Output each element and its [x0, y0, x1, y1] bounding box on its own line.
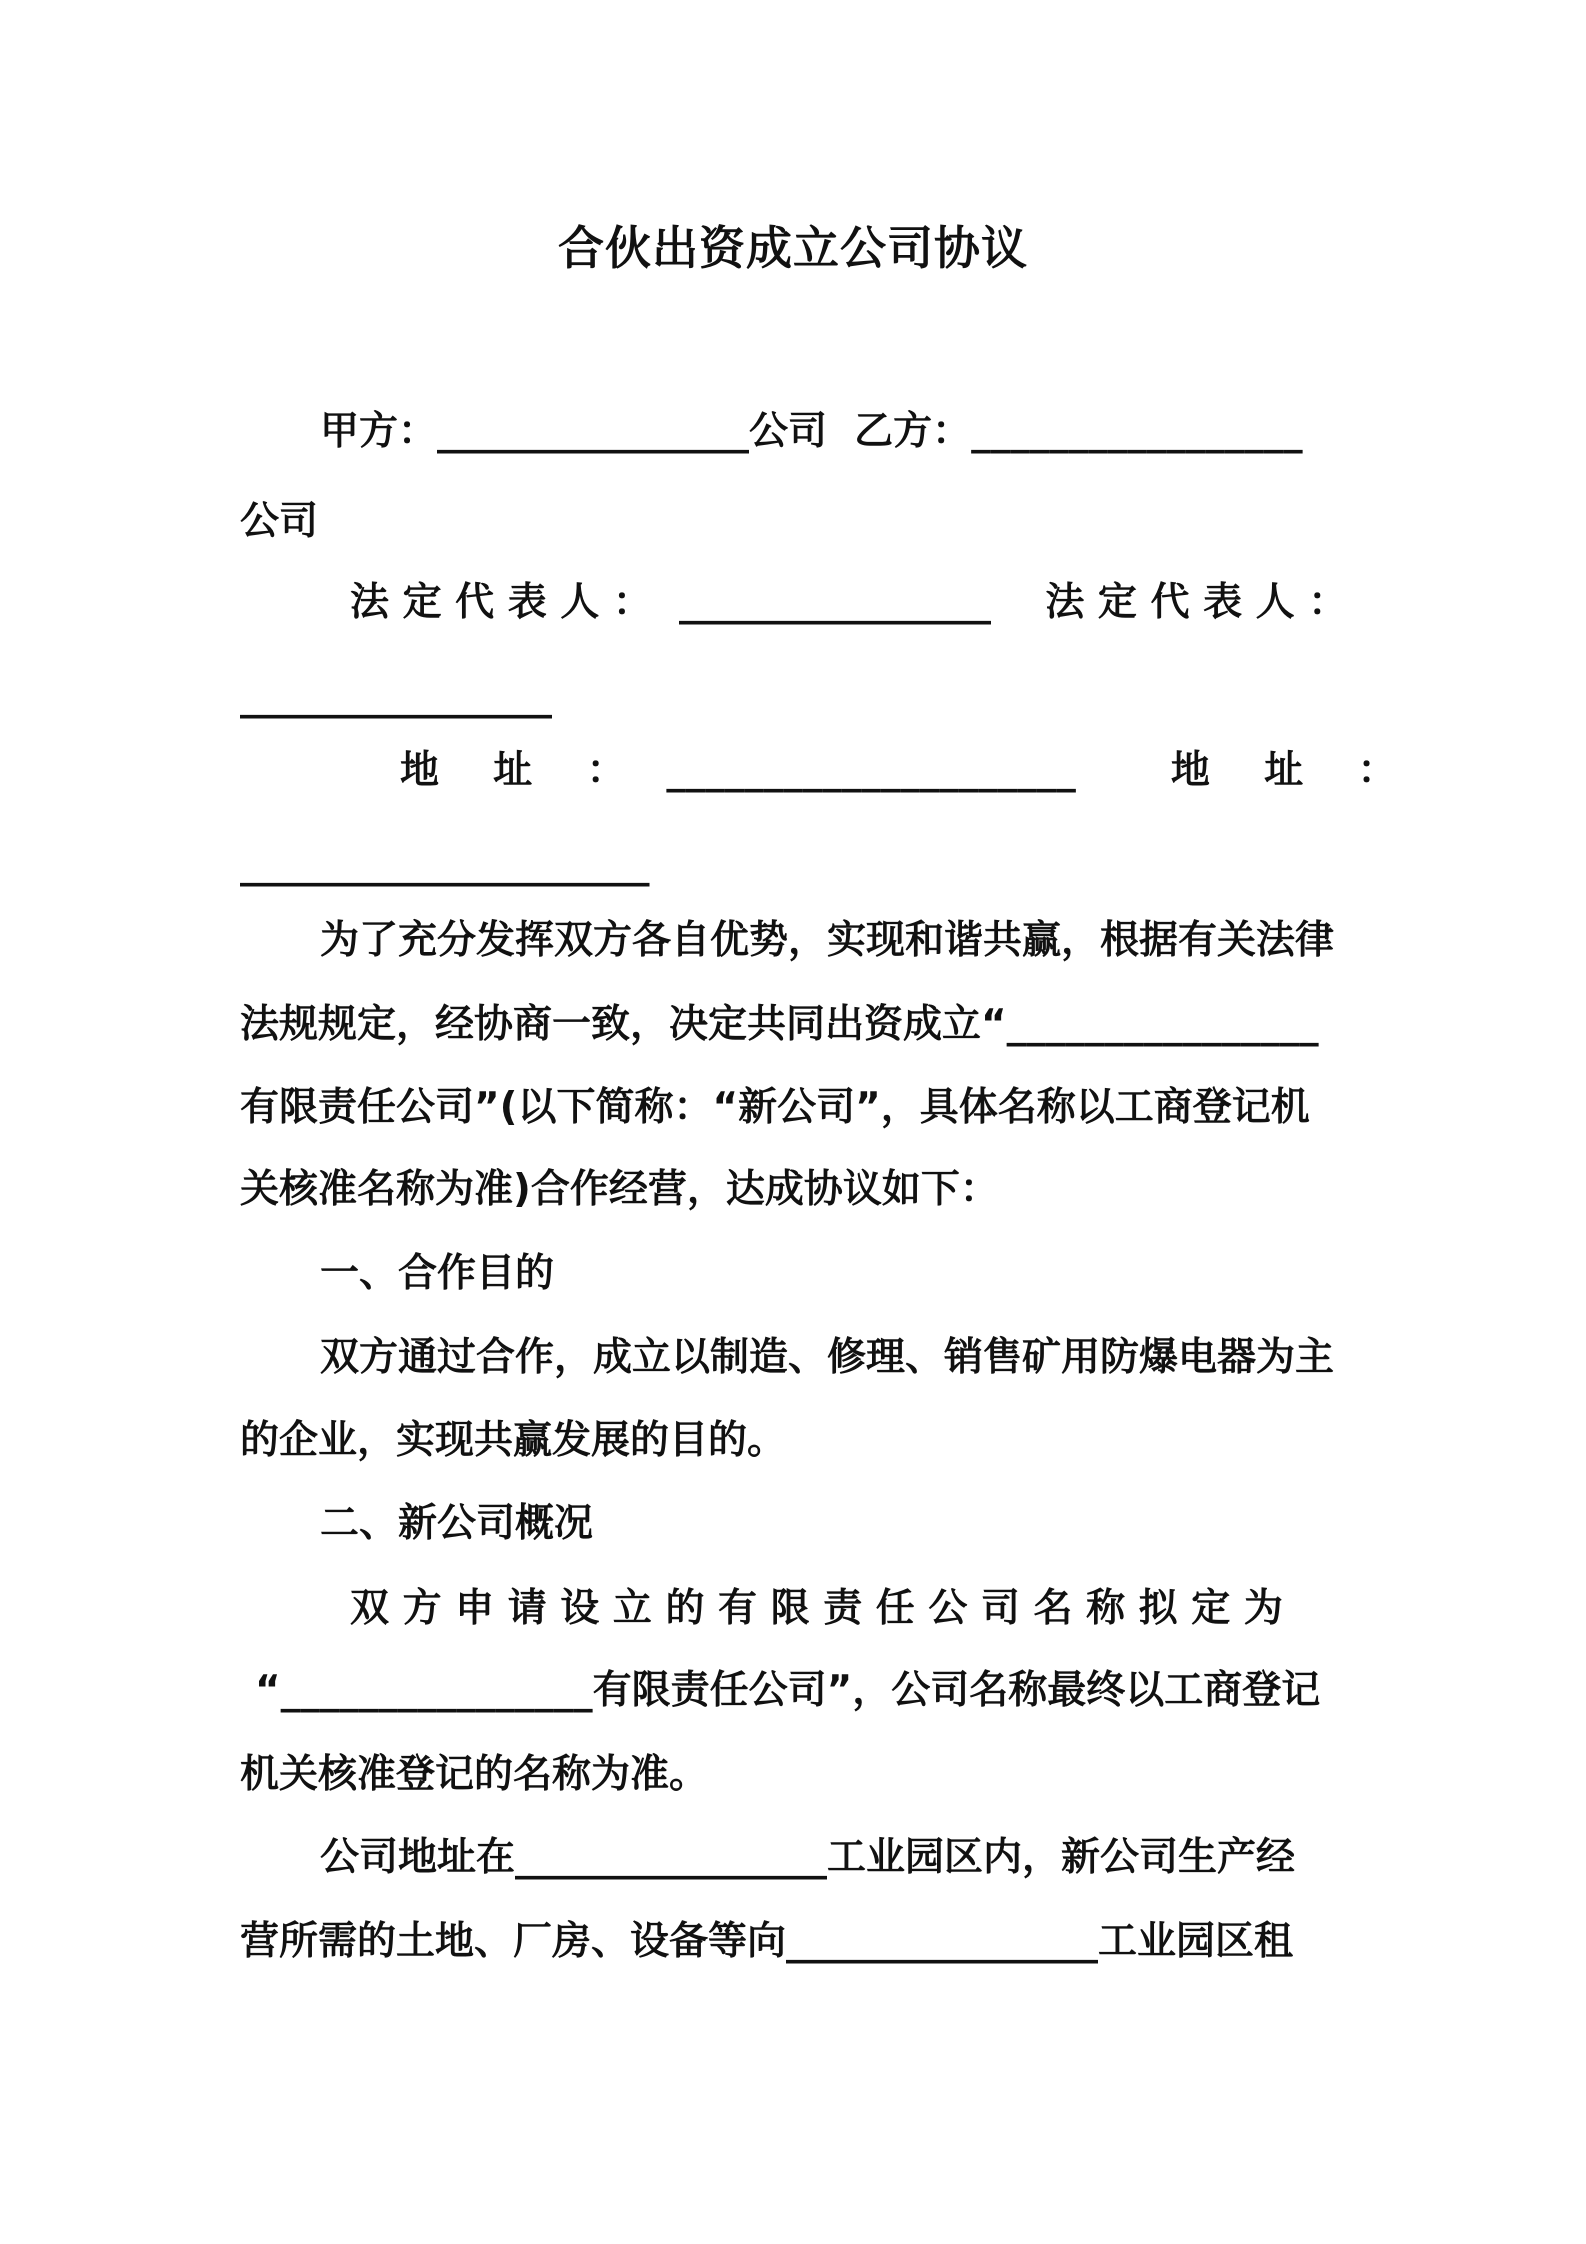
paragraph-intro-4: 关核准名称为准)合作经营，达成协议如下：	[240, 1167, 999, 1212]
paragraph-intro-2: 法规规定，经协商一致，决定共同出资成立“________________	[240, 1002, 1319, 1047]
document-title: 合伙出资成立公司协议	[558, 221, 1028, 275]
section-1-line-1: 双方通过合作，成立以制造、修理、销售矿用防爆电器为主	[320, 1335, 1335, 1380]
legal-representative-line: 法 定 代 表 人 ： ________________ 法 定 代 表 人 ：	[350, 580, 1348, 625]
address-line: 地 址 ： _____________________ 地 址 ：	[400, 748, 1397, 793]
section-2-address-line-2: 营所需的土地、厂房、设备等向________________工业园区租	[240, 1919, 1294, 1964]
section-1-line-2: 的企业，实现共赢发展的目的。	[240, 1418, 787, 1463]
party-company-suffix: 公司	[240, 499, 319, 544]
party-names-line: 甲方：________________公司 乙方：_________________	[320, 409, 1303, 454]
section-2-line-3: 机关核准登记的名称为准。	[240, 1752, 709, 1797]
section-2-line-2: “________________有限责任公司”，公司名称最终以工商登记	[255, 1668, 1321, 1713]
section-heading-1: 一、合作目的	[320, 1251, 555, 1296]
paragraph-intro-1: 为了充分发挥双方各自优势，实现和谐共赢，根据有关法律	[320, 918, 1335, 963]
section-heading-2: 二、新公司概况	[320, 1501, 594, 1546]
address-blank: _____________________	[240, 842, 650, 887]
paragraph-intro-3: 有限责任公司”(以下简称：“新公司”，具体名称以工商登记机	[240, 1085, 1310, 1130]
section-2-address-line-1: 公司地址在________________工业园区内，新公司生产经	[320, 1835, 1296, 1880]
section-2-line-1: 双 方 申 请 设 立 的 有 限 责 任 公 司 名 称 拟 定 为	[350, 1586, 1283, 1631]
legal-representative-blank: ________________	[240, 674, 552, 719]
